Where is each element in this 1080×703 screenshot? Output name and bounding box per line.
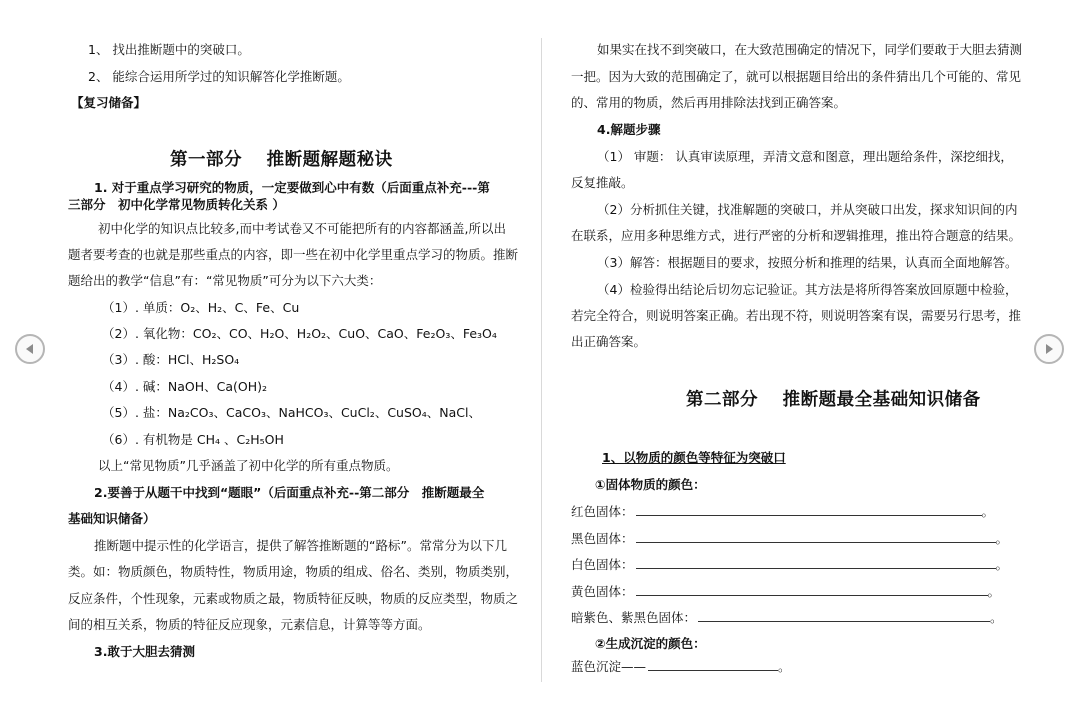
paragraph2-line2: 类。如：物质颜色，物质特性，物质用途，物质的组成、俗名、类别，物质类别， <box>68 564 519 579</box>
yellow-solid-row <box>571 582 1000 601</box>
yellow-solid-period: 。 <box>987 584 1001 599</box>
review-heading: 【复习储备】 <box>71 95 147 110</box>
paragraph3-line1: 如果实在找不到突破口，在大致范围确定的情况下，同学们要敢于大胆去猜测 <box>597 42 1023 57</box>
purple-solid-label: 暗紫色、紫黑色固体： <box>571 610 697 625</box>
part1-title: 第一部分 推断题解题秘诀 <box>170 150 393 170</box>
category-5: （5）. 盐：Na₂CO₃、CaCO₃、NaHCO₃、CuCl₂、CuSO₄、NaCl、 <box>102 405 481 420</box>
section3-heading: 3.敢于大胆去猜测 <box>94 644 195 659</box>
step4-line1: （4）检验得出结论后切勿忘记验证。其方法是将所得答案放回原题中检验， <box>597 282 1018 297</box>
step4-line2: 若完全符合，则说明答案正确。若出现不符，则说明答案有误，需要另行思考，推 <box>571 308 1022 323</box>
section1-line1: 1. 对于重点学习研究的物质，一定要做到心中有数（后面重点补充---第 <box>94 180 490 195</box>
paragraph1-line3: 题给出的教学“信息”有：“常见物质”可分为以下六大类： <box>68 273 382 288</box>
black-solid-blank[interactable] <box>636 529 996 543</box>
yellow-solid-blank[interactable] <box>636 582 988 596</box>
step2-line2: 在联系，应用多种思维方式，进行严密的分析和逻辑推理，推出符合题意的结果。 <box>571 228 1022 243</box>
paragraph3-line2: 一把。因为大致的范围确定了，就可以根据题目给出的条件猜出几个可能的、常见 <box>571 69 1022 84</box>
blue-precipitate-blank[interactable] <box>648 657 778 671</box>
red-solid-row <box>571 502 994 521</box>
chevron-left-icon <box>23 342 37 356</box>
white-solid-row <box>571 555 1008 574</box>
blue-precipitate-row <box>571 657 791 676</box>
goal-2: 2、 能综合运用所学过的知识解答化学推断题。 <box>88 69 350 84</box>
section4-heading: 4.解题步骤 <box>597 122 661 137</box>
category-1: （1）. 单质：O₂、H₂、C、Fe、Cu <box>102 300 300 315</box>
white-solid-period: 。 <box>995 557 1009 572</box>
blue-precipitate-period: 。 <box>778 659 791 674</box>
section1-line2: 三部分 初中化学常见物质转化关系 ） <box>68 197 285 212</box>
white-solid-blank[interactable] <box>636 555 996 569</box>
black-solid-label: 黑色固体： <box>571 531 634 546</box>
paragraph2-line1: 推断题中提示性的化学语言，提供了解答推断题的“路标”。常常分为以下几 <box>94 538 507 553</box>
black-solid-period: 。 <box>995 531 1009 546</box>
red-solid-label: 红色固体： <box>571 504 634 519</box>
section2-line2: 基础知识储备） <box>68 511 156 526</box>
yellow-solid-label: 黄色固体： <box>571 584 634 599</box>
paragraph1-line1: 初中化学的知识点比较多,而中考试卷又不可能把所有的内容都涵盖,所以出 <box>98 221 506 236</box>
blue-precipitate-label: 蓝色沉淀—— <box>571 659 647 674</box>
red-solid-period: 。 <box>981 504 995 519</box>
category-3: （3）. 酸：HCl、H₂SO₄ <box>102 352 240 367</box>
step4-line3: 出正确答案。 <box>571 334 647 349</box>
right-page <box>568 0 1030 703</box>
step2-line1: （2）分析抓住关键，找准解题的突破口，并从突破口出发，探求知识间的内 <box>597 202 1018 217</box>
step1-line2: 反复推敲。 <box>571 175 634 190</box>
category-2: （2）. 氧化物：CO₂、CO、H₂O、H₂O₂、CuO、CaO、Fe₂O₃、Fe₃O₄ <box>102 326 497 341</box>
chevron-right-icon <box>1042 342 1056 356</box>
section5-heading: 1、以物质的颜色等特征为突破口 <box>602 450 786 465</box>
solid-color-heading: ①固体物质的颜色： <box>595 477 706 492</box>
step1-line1: （1） 审题： 认真审读原理，弄清文意和图意，理出题给条件，深挖细找， <box>597 149 1013 164</box>
white-solid-label: 白色固体： <box>571 557 634 572</box>
category-6: （6）. 有机物是 CH₄ 、C₂H₅OH <box>102 432 284 447</box>
paragraph1-line2: 题者要考查的也就是那些重点的内容，即一些在初中化学里重点学习的物质。推断 <box>68 247 519 262</box>
red-solid-blank[interactable] <box>636 502 982 516</box>
paragraph3-line3: 的、常用的物质，然后再用排除法找到正确答案。 <box>571 95 847 110</box>
step3: （3）解答：根据题目的要求，按照分析和推理的结果，认真而全面地解答。 <box>597 255 1018 270</box>
purple-solid-blank[interactable] <box>698 608 990 622</box>
part2-title: 第二部分 推断题最全基础知识储备 <box>686 390 981 410</box>
purple-solid-period: 。 <box>990 610 1003 625</box>
previous-page-button[interactable] <box>15 334 45 364</box>
page-divider <box>541 38 542 682</box>
purple-solid-row <box>571 608 1003 627</box>
goal-1: 1、 找出推断题中的突破口。 <box>88 42 250 57</box>
paragraph2-line3: 反应条件，个性现象，元素或物质之最，物质特征反映，物质的反应类型，物质之 <box>68 591 519 606</box>
section2-line1: 2.要善于从题干中找到“题眼”（后面重点补充--第二部分 推断题最全 <box>94 485 485 500</box>
left-page <box>62 0 520 703</box>
black-solid-row <box>571 529 1008 548</box>
paragraph2-line4: 间的相互关系，物质的特征反应现象，元素信息，计算等等方面。 <box>68 617 431 632</box>
summary: 以上“常见物质”几乎涵盖了初中化学的所有重点物质。 <box>98 458 399 473</box>
precipitate-heading: ②生成沉淀的颜色： <box>595 636 706 651</box>
next-page-button[interactable] <box>1034 334 1064 364</box>
category-4: （4）. 碱：NaOH、Ca(OH)₂ <box>102 379 268 394</box>
